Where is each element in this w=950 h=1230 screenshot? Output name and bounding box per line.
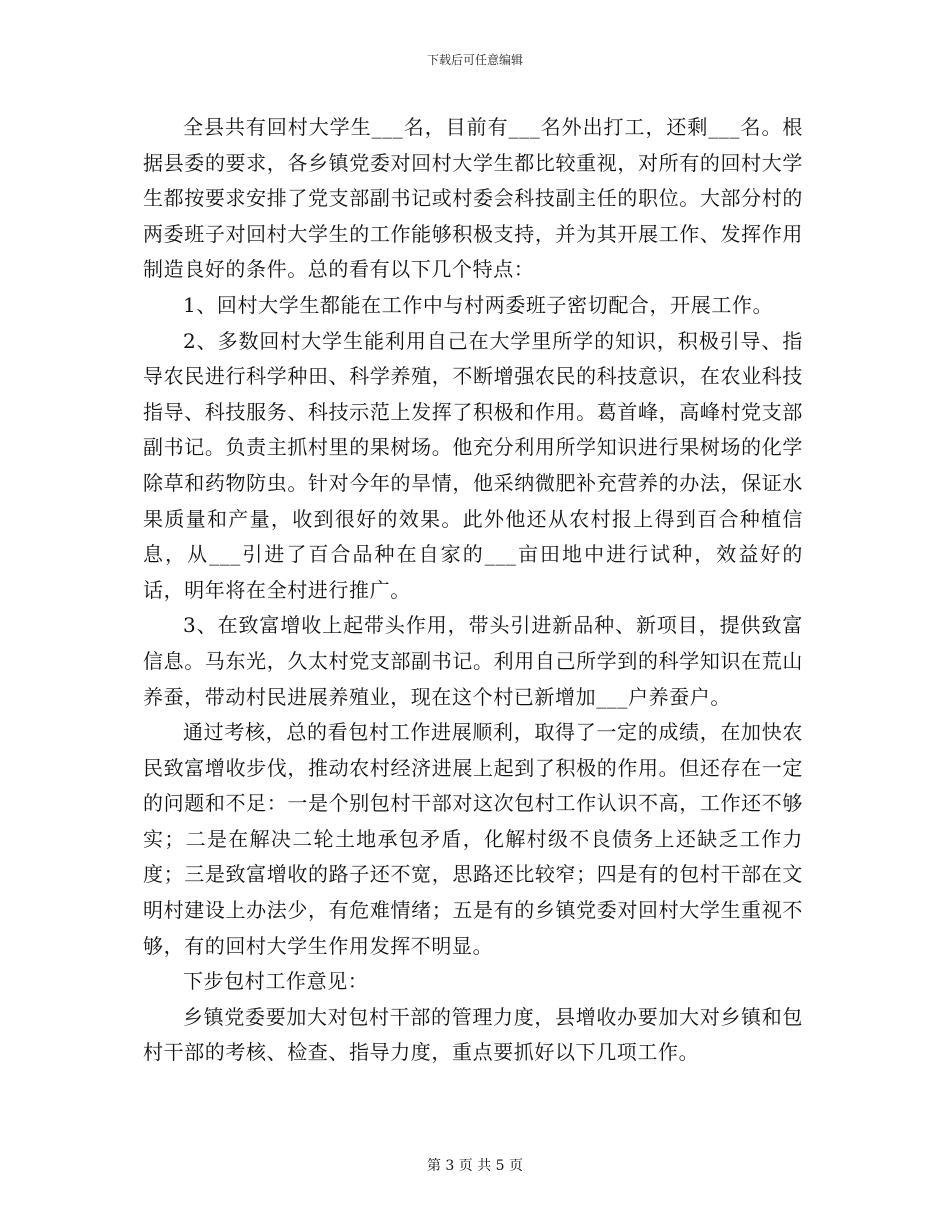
paragraph-assessment: 通过考核，总的看包村工作进展顺利，取得了一定的成绩，在加快农民致富增收步伐，推动农村经济进展上起到了积极的作用。但还存在一定的问题和不足：一是个别包村干部对这次包村工作认识不高，工作还不够实；二是在解决二轮土地承包矛盾，化解村级不良债务上还缺乏工作力度；三是致富增收的路子还不宽，思路还比较窄；四是有的包村干部在文明村建设上办法少，有危难情绪；五是有的乡镇党委对回村大学生重视不够，有的回村大学生作用发挥不明显。 (143, 720, 803, 958)
paragraph-point-1: 1、回村大学生都能在工作中与村两委班子密切配合，开展工作。 (183, 292, 774, 317)
paragraph-point-3: 3、在致富增收上起带头作用，带头引进新品种、新项目，提供致富信息。马东光，久太村党支部副书记。利用自己所学到的科学知识在荒山养蚕，带动村民进展养殖业，现在这个村已新增加___户养蚕户。 (143, 613, 803, 709)
paragraph-intro: 全县共有回村大学生___名，目前有___名外出打工，还剩___名。根据县委的要求，各乡镇党委对回村大学生都比较重视，对所有的回村大学生都按要求安排了党支部副书记或村委会科技副主任的职位。大部分村的两委班子对回村大学生的工作能够积极支持，并为其开展工作、发挥作用制造良好的条件。总的看有以下几个特点： (143, 115, 803, 282)
paragraph-next-steps: 乡镇党委要加大对包村干部的管理力度，县增收办要加大对乡镇和包村干部的考核、检查、指导力度，重点要抓好以下几项工作。 (143, 1004, 803, 1065)
page-header: 下载后可任意编辑 (426, 53, 523, 67)
paragraph-next-steps-heading: 下步包村工作意见： (183, 969, 369, 994)
paragraph-point-2: 2、多数回村大学生能利用自己在大学里所学的知识，积极引导、指导农民进行科学种田、科学养殖，不断增强农民的科技意识，在农业科技指导、科技服务、科技示范上发挥了积极和作用。葛首峰，高峰村党支部副书记。负责主抓村里的果树场。他充分利用所学知识进行果树场的化学除草和药物防虫。针对今年的旱情，他采纳微肥补充营养的办法，保证水果质量和产量，收到很好的效果。此外他还从农村报上得到百合种植信息，从___引进了百合品种在自家的___亩田地中进行试种，效益好的话，明年将在全村进行推广。 (143, 328, 803, 602)
page-number: 第 3 页 共 5 页 (426, 1158, 524, 1174)
document-body (143, 110, 803, 1071)
